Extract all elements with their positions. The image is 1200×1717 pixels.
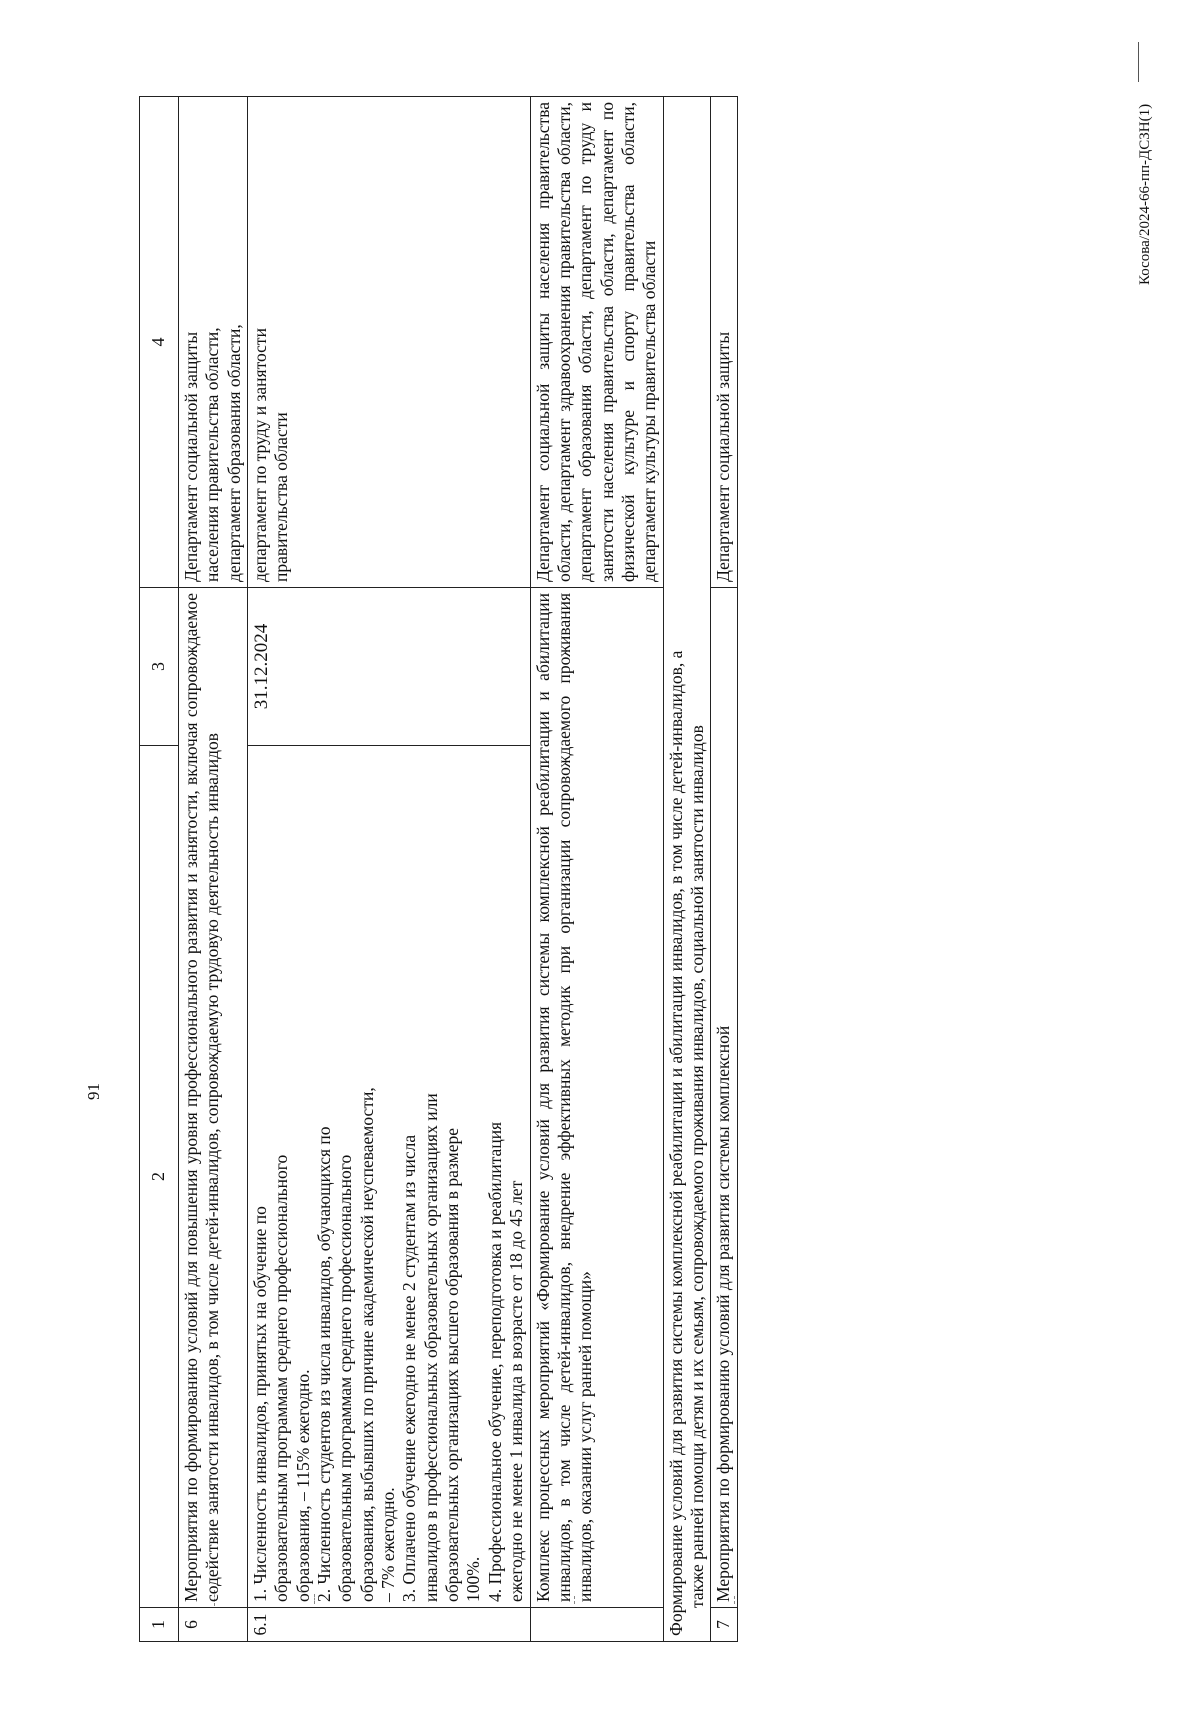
column-number: 3 [140, 588, 179, 746]
scan-mark [1138, 42, 1139, 82]
column-number: 2 [140, 746, 179, 1608]
responsible-line: правительства области [271, 412, 292, 582]
responsible-line: Департамент социальной защиты [181, 331, 201, 582]
indicator-line: образования, – 115% ежегодно. [292, 1369, 313, 1602]
page-number: 91 [84, 1083, 103, 1100]
section-heading [663, 97, 711, 1642]
row-number: 6 [179, 1608, 248, 1642]
measure-description: Мероприятия по формированию условий для развития системы комплексной [711, 588, 737, 1608]
responsible-line: департамент по труду и занятости [250, 328, 271, 582]
table-row [179, 97, 248, 1642]
responsible-executor [248, 97, 530, 588]
row-number [530, 1608, 663, 1642]
indicator-line: образовательным программам среднего профессионального [271, 1154, 292, 1602]
document-code: Косова/2024-66-пп-ДСЗН(1) [1137, 103, 1153, 285]
completion-date: 31.12.2024 [248, 588, 530, 746]
rotated-table-container [139, 97, 1072, 1642]
responsible-executor: Департамент социальной защиты [711, 97, 737, 588]
indicator-line: 2. Численность студентов из числа инвалидов, обучающихся по [314, 1126, 335, 1602]
column-number: 1 [140, 1608, 179, 1642]
indicator-line: 1. Численность инвалидов, принятых на обучение по [250, 1206, 271, 1602]
table-row [711, 97, 737, 1642]
column-number-row [140, 97, 179, 1642]
indicator-line: 4. Профессиональное обучение, переподготовка и реабилитация [484, 1121, 505, 1602]
indicator-line: образовательных организациях высшего образования в размере [442, 1128, 463, 1602]
column-number: 4 [140, 97, 179, 588]
section-heading-row [663, 97, 711, 1642]
section-heading-line: также ранней помощи детям и их семьям, сопровождаемого проживания инвалидов, социальной занятости инвалидов [686, 725, 707, 1608]
process-complex-description: Комплекс процессных мероприятий «Формирование условий для развития системы комплексной реабилитации и абилитации инвалидов, в том числе детей-инвалидов, внедрение эффективных методик при организации сопровождаемого проживания инвалидов, оказании услуг ранней помощи» [530, 588, 663, 1608]
indicator-line: – 7% ежегодно. [378, 1487, 399, 1602]
indicator-line: образовательным программам среднего профессионального [335, 1154, 356, 1602]
row-number: 6.1 [248, 1608, 530, 1642]
indicator-line: образования, выбывших по причине академической неуспеваемости, [356, 1087, 377, 1602]
table-row [530, 97, 663, 1642]
measures-table [139, 96, 738, 1642]
indicator-line: ежегодно не менее 1 инвалида в возрасте от 18 до 45 лет [506, 1180, 527, 1602]
indicator-line: инвалидов в профессиональных образовательных организациях или [420, 1093, 441, 1602]
section-heading-line: Формирование условий для развития системы комплексной реабилитации и абилитации инвалидов, в том числе детей-инвалидов, а [665, 650, 686, 1636]
responsible-executor [179, 97, 248, 588]
responsible-line: департамент образования области, [223, 324, 244, 582]
table-row [248, 97, 530, 1642]
measure-description: Мероприятия по формированию условий для повышения уровня профессионального развития и занятости, включая сопровождаемое содействие занятости инвалидов, в том числе детей-инвалидов, сопровождаемую трудовую деятельность инвалидов [179, 588, 248, 1608]
indicator-line: 100%. [463, 1556, 484, 1602]
measure-indicators [248, 746, 530, 1608]
row-number: 7 [711, 1608, 737, 1642]
indicator-line: 3. Оплачено обучение ежегодно не менее 2 студентам из числа [399, 1134, 420, 1602]
responsible-line: населения правительства области, [202, 327, 223, 582]
responsible-executor: Департамент социальной защиты населения правительства области, департамент здравоохранения правительства области, департамент образования области, департамент по труду и занятости населения правительства области, департамент по физической культуре и спорту правительства области, департамент культуры правительства области [530, 97, 663, 588]
